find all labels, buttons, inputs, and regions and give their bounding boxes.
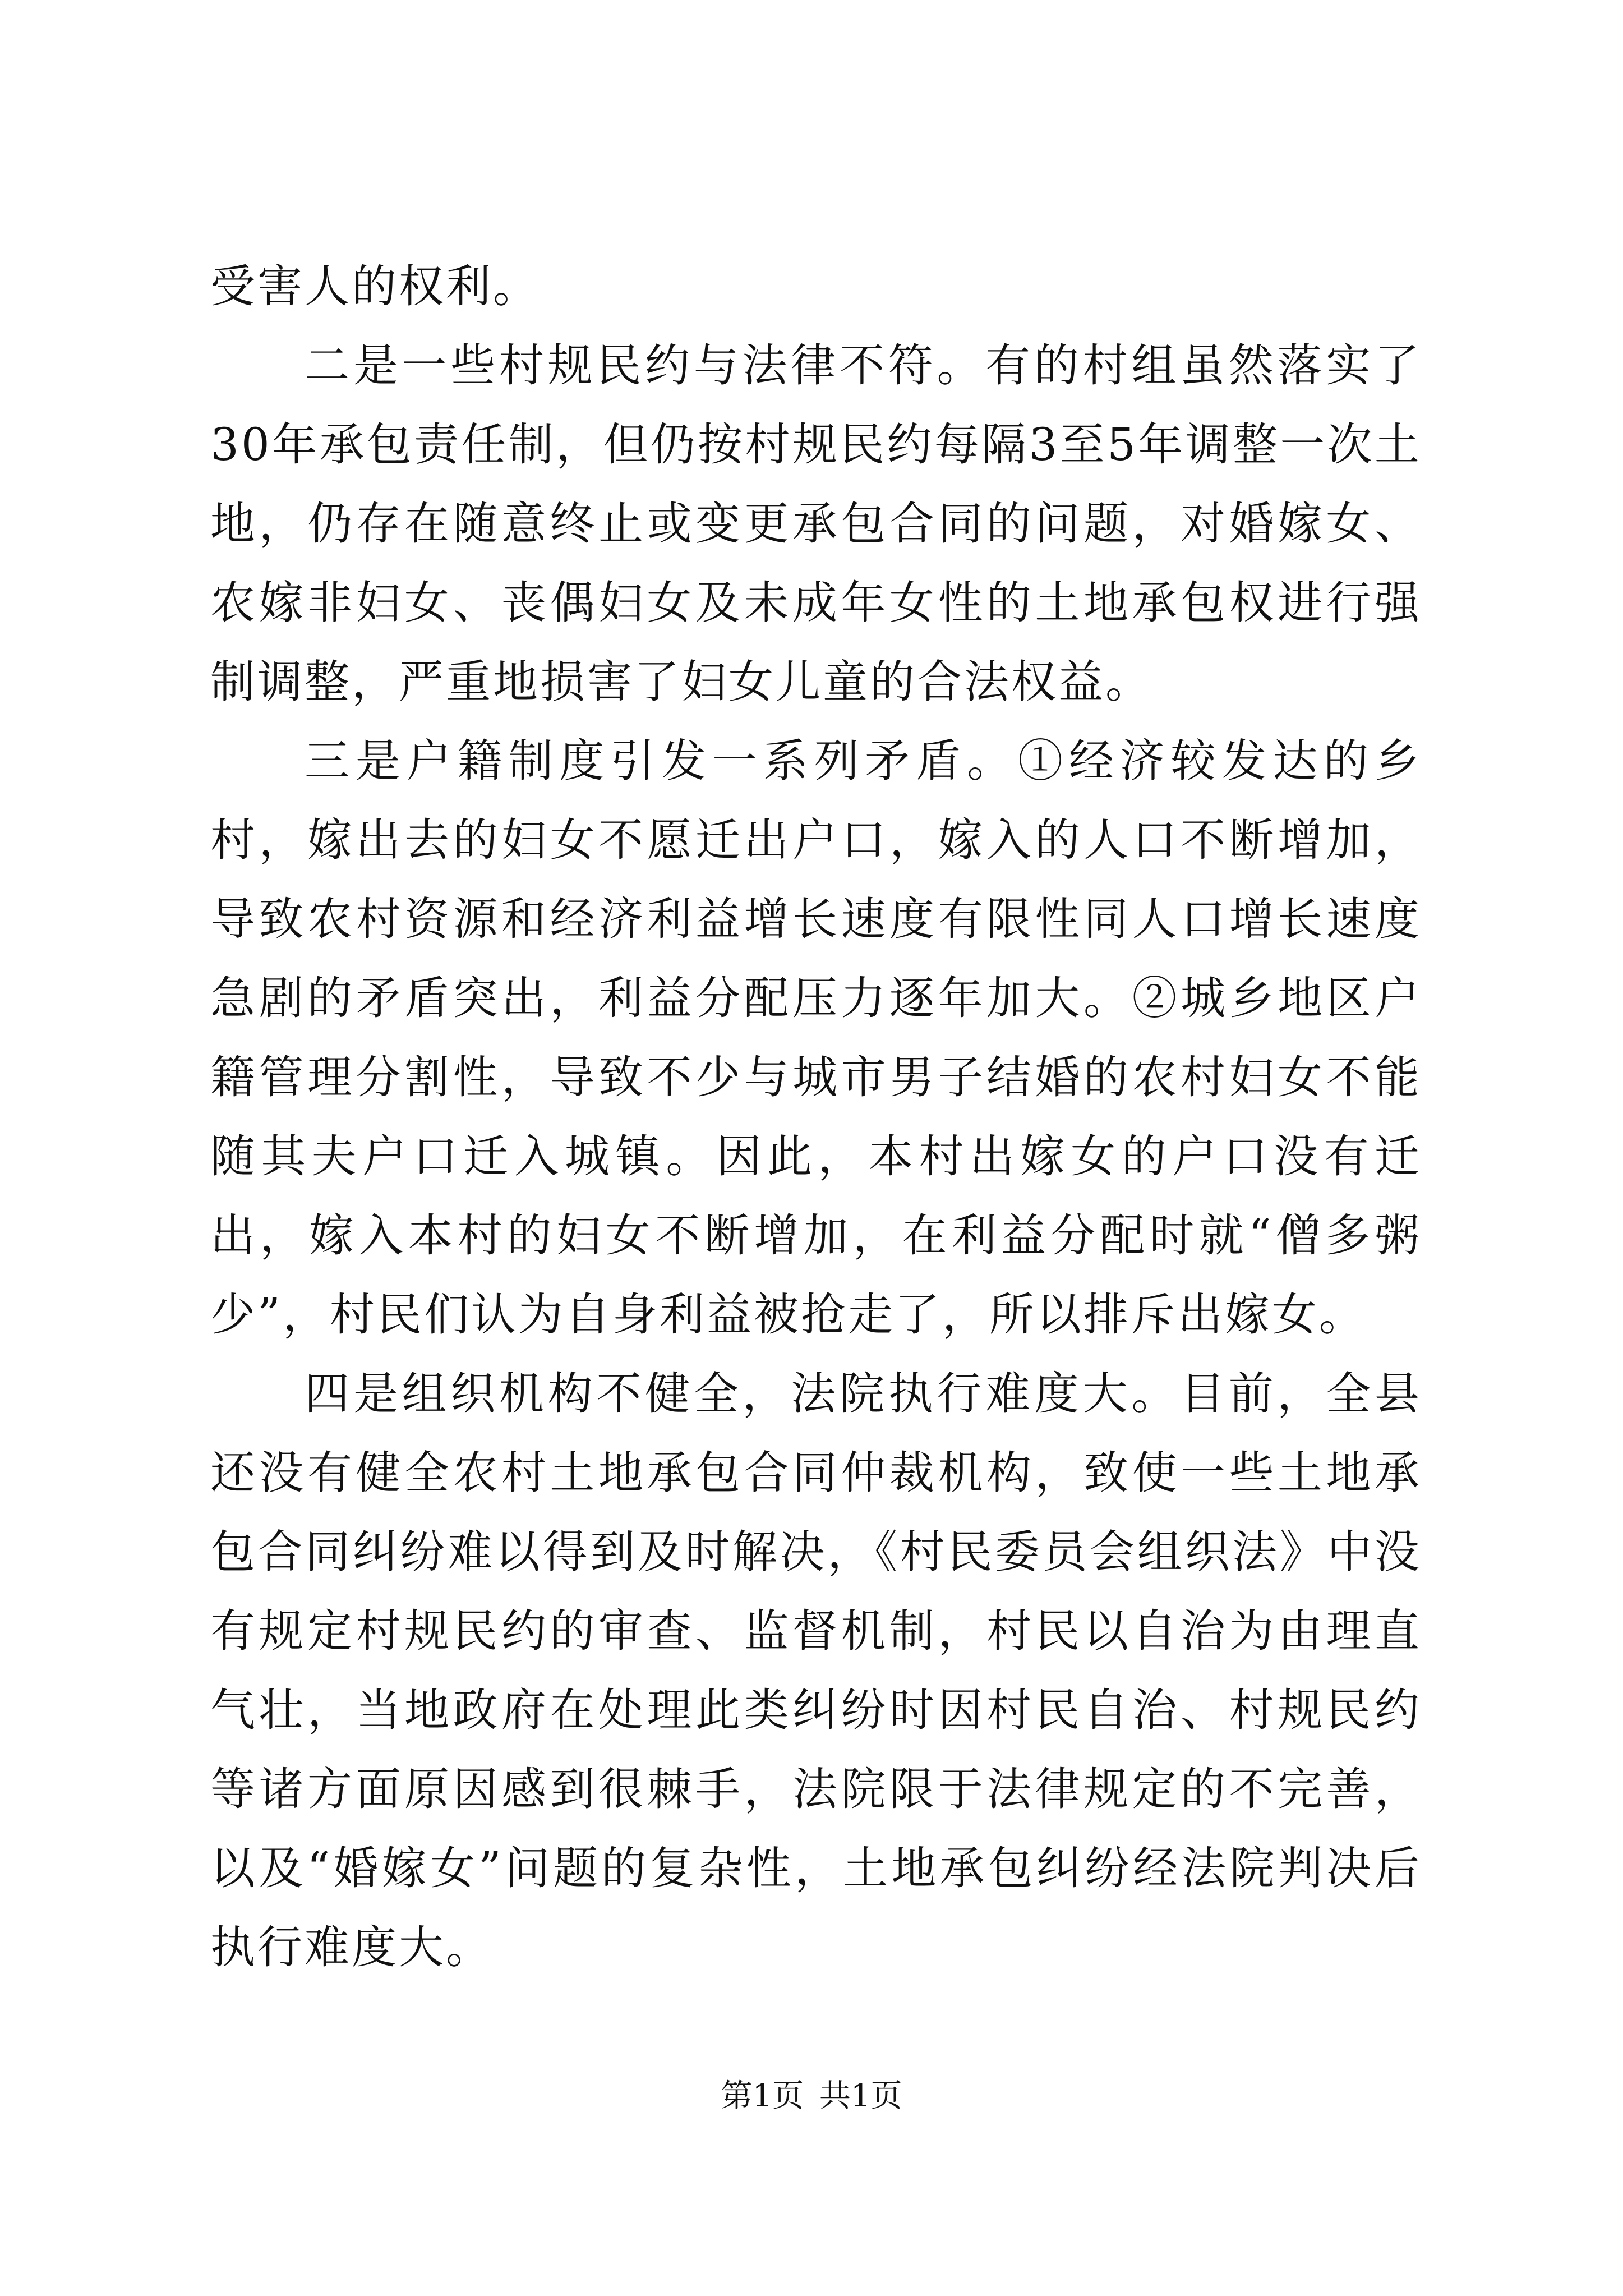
paragraph-household-registration: 三是户籍制度引发一系列矛盾。①经济较发达的乡村，嫁出去的妇女不愿迁出户口，嫁入的人口不断增加，导致农村资源和经济利益增长速度有限性同人口增长速度急剧的矛盾突出，利益分配压力逐年加大。②城乡地区户籍管理分割性，导致不少与城市男子结婚的农村妇女不能随其夫户口迁入城镇。因此，本村出嫁女的户口没有迁出，嫁入本村的妇女不断增加，在利益分配时就“僧多粥少”，村民们认为自身利益被抢走了，所以排斥出嫁女。	[210, 735, 1422, 1341]
page-number-footer: 第1页 共1页	[721, 2078, 902, 2114]
paragraph-organization: 四是组织机构不健全，法院执行难度大。目前，全县还没有健全农村土地承包合同仲裁机构，致使一些土地承包合同纠纷难以得到及时解决，《村民委员会组织法》中没有规定村规民约的审查、监督机制，村民以自治为由理直气壮，当地政府在处理此类纠纷时因村民自治、村规民约等诸方面原因感到很棘手，法院限于法律规定的不完善，以及“婚嫁女”问题的复杂性，土地承包纠纷经法院判决后执行难度大。	[210, 1368, 1422, 1973]
paragraph-continuation: 受害人的权利。	[210, 260, 540, 312]
document-body	[210, 247, 1422, 1987]
paragraph-village-rules: 二是一些村规民约与法律不符。有的村组虽然落实了30年承包责任制，但仍按村规民约每隔3至5年调整一次土地，仍存在随意终止或变更承包合同的问题，对婚嫁女、农嫁非妇女、丧偶妇女及未成年女性的土地承包权进行强制调整，严重地损害了妇女儿童的合法权益。	[210, 339, 1422, 708]
